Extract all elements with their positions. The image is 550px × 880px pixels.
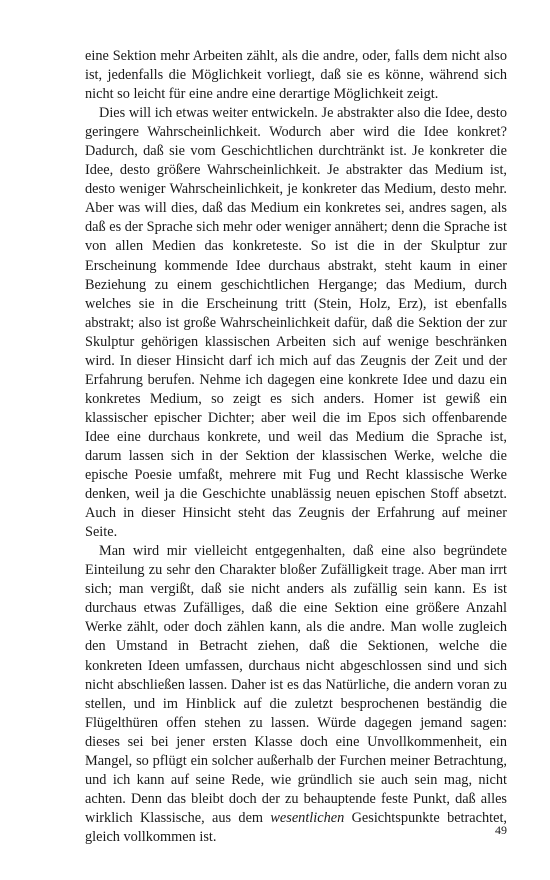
paragraph [85,104,507,542]
emphasized-text: wesentlichen [270,809,345,826]
page-number: 49 [495,823,507,837]
paragraph-text: Gesichtspunkte betrachtet, gleich vollkommen ist. [85,809,507,845]
paragraph-text: eine Sektion mehr Arbeiten zählt, als die andre, oder, falls dem nicht also ist, jedenfalls die Möglichkeit vorliegt, daß sie es könne, während sich nicht so leicht für eine andre eine derartige Möglichkeit zeigt. [85,48,507,103]
paragraph [85,542,507,847]
body-text [85,47,507,847]
paragraph-text: Dies will ich etwas weiter entwickeln. Je abstrakter also die Idee, desto geringere Wahrscheinlichkeit. Wodurch aber wird die Idee konkret? Dadurch, daß sie vom Geschichtlichen durchtränkt ist. Je konkreter die Idee, desto größere Wahrscheinlichkeit. Je abstrakter das Medium ist, desto weniger Wahrscheinlichkeit, je konkreter das Medium, desto mehr. Aber was will dies, daß das Medium ein konkretes sei, andres sagen, als daß es der Sprache sich mehr oder weniger annähert; denn die Sprache ist von allen Medien das konkreteste. So ist die in der Skulptur zur Erscheinung kommende Idee durchaus abstrakt, steht kaum in einer Beziehung zu einem geschichtlichen Hergange; das Medium, durch welches sie in die Erscheinung tritt (Stein, Holz, Erz), ist ebenfalls abstrakt; also ist große Wahrscheinlichkeit dafür, daß die Sektion der zur Skulptur gehörigen klassischen Arbeiten sich auf wenige beschränken wird. In dieser Hinsicht darf ich mich auf das Zeugnis der Zeit und der Erfahrung berufen. Nehme ich dagegen eine konkrete Idee und dazu ein konkretes Medium, so zeigt es sich anders. Homer ist gewiß ein klassischer epischer Dichter; aber weil die im Epos sich offenbarende Idee eine durchaus konkrete, und weil das Medium die Sprache ist, darum lassen sich in der Sektion der klassischen Werke, welche die epische Poesie umfaßt, mehrere mit Fug und Recht klassische Werke denken, weil ja die Geschichte unablässig neuen epischen Stoff absetzt. Auch in dieser Hinsicht steht das Zeugnis der Erfahrung auf meiner Seite. [85,105,507,541]
paragraph [85,47,507,104]
paragraph-text: Man wird mir vielleicht entgegenhalten, daß eine also begründete Einteilung zu sehr den Charakter bloßer Zufälligkeit trage. Aber man irrt sich; man vergißt, daß sie nicht anders als zufällig sein kann. Es ist durchaus etwas Zufälliges, daß die eine Sektion eine größere Anzahl Werke zählt, oder doch zählen kann, als die andre. Man wolle zugleich den Umstand in Betracht ziehen, daß die Sektionen, welche die konkreten Ideen umfassen, durchaus nicht abgeschlossen sind und sich nicht abschließen lassen. Daher ist es das Natürliche, die andern voran zu stellen, und im Hinblick auf die zuletzt besprochenen beständig die Flügelthüren offen stehen zu lassen. Würde dagegen jemand sagen: dieses sei bei jener ersten Klasse doch eine Unvollkommenheit, ein Mangel, so pflügt ein solcher außerhalb der Furchen meiner Betrachtung, und ich kann auf seine Rede, wie gründlich sie auch sein mag, nicht achten. Denn das bleibt doch der zu behauptende feste Punkt, daß alles wirklich Klassische, aus dem [85,543,507,826]
